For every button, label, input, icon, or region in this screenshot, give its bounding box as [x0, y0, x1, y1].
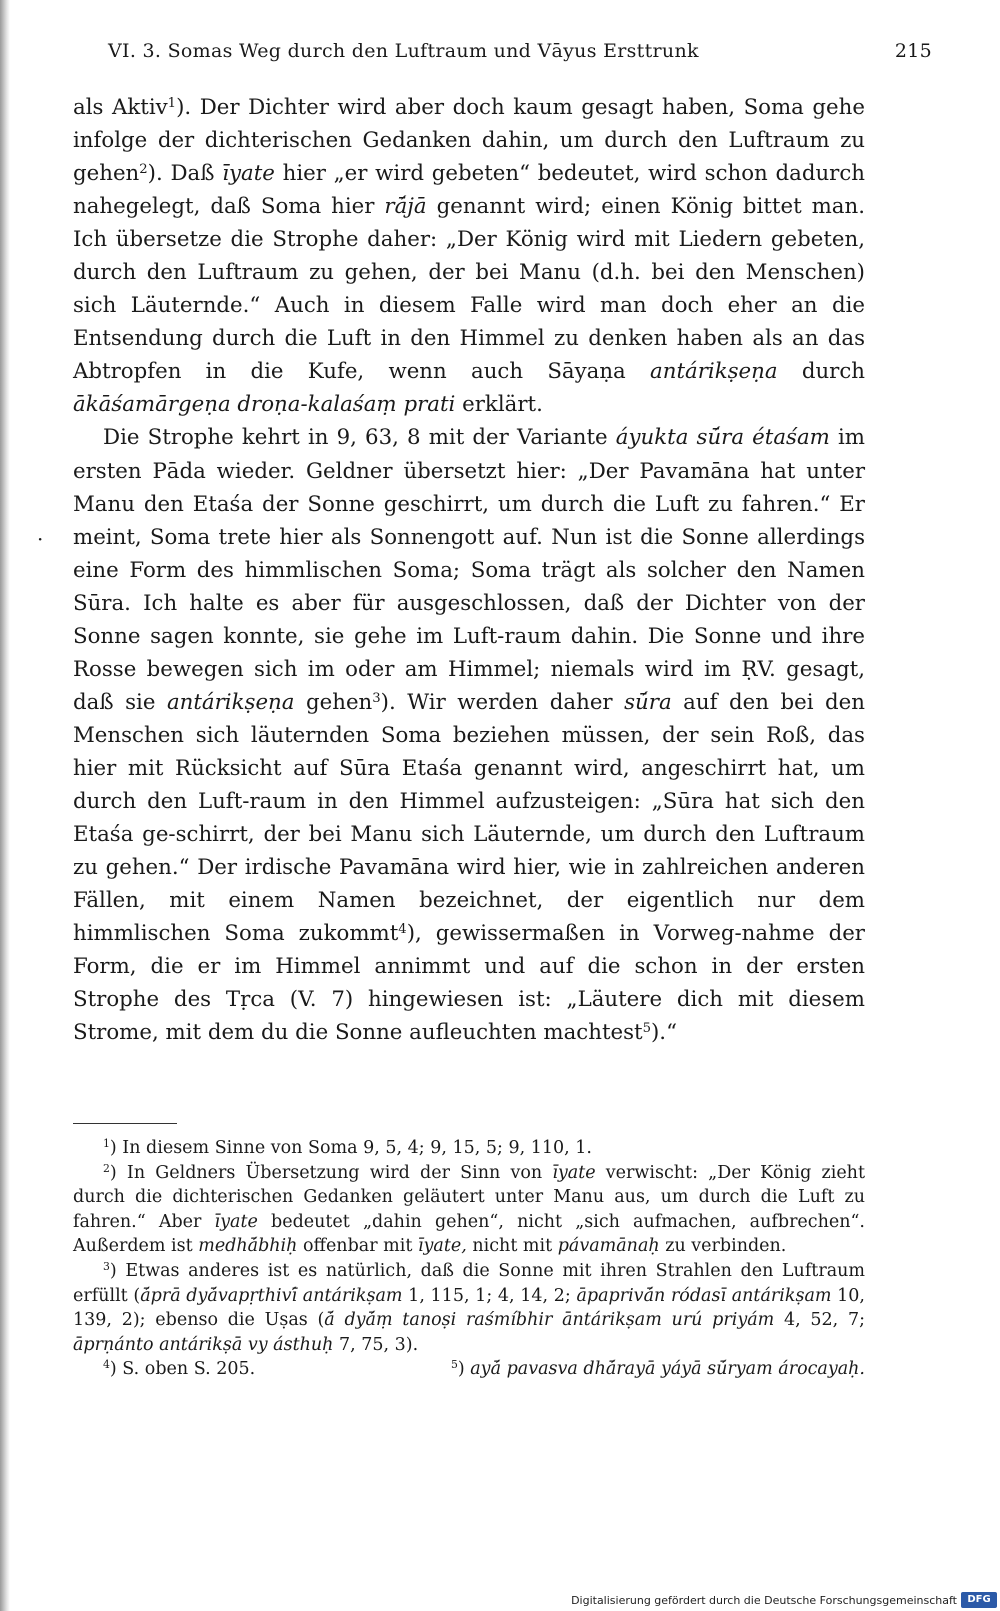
footnote-ref-4: 4 [398, 921, 407, 937]
footnote-3: $^3$) Etwas anderes ist es natürlich, daß die Sonne mit ihren Strahlen den Luftraum erfüllt (ā́prā dyā́vapṛthivī́ antárikṣam 1, 115, 1; 4, 14, 2; āpaprivā́n ródasī antárikṣam 10, 139, 2); ebenso die Uṣas (ā́ dyā́ṃ tanoṣi raśmíbhir āntárikṣam urú priyám 4, 52, 7; āprṇánto antárikṣā vy ásthuḥ 7, 75, 3). [73, 1260, 866, 1355]
digitization-credit-bar [571, 1589, 1000, 1611]
footnote-5: $^5$) ayā́ pavasva dhā́rayā yáyā sū́ryam árocayaḥ. [450, 1358, 865, 1380]
running-title: VI. 3. Somas Weg durch den Luftraum und Vāyus Ersttrunk [108, 40, 699, 62]
footnotes-4-5 [73, 1357, 865, 1382]
footnotes [73, 1136, 865, 1382]
paragraph-2: Die Strophe kehrt in 9, 63, 8 mit der Variante áyukta sū́ra étaśam im ersten Pāda wieder. Geldner übersetzt hier: „Der Pavamāna hat unter Manu den Etaśa der Sonne geschirrt, um durch die Luft zu fahren.“ Er meint, Soma trete hier als Sonnengott auf. Nun ist die Sonne allerdings eine Form des himmlischen Soma; Soma trägt als solcher den Namen Sūra. Ich halte es aber für ausgeschlossen, daß der Dichter von der Sonne sagen konnte, sie gehe im Luft-raum dahin. Die Sonne und ihre Rosse bewegen sich im oder am Himmel; niemals wird im ṚV. gesagt, daß sie antárikṣeṇa gehen$^3$). Wir werden daher sū́ra auf den bei den Menschen sich läuternden Soma beziehen müssen, der sein Roß, das hier mit Rücksicht auf Sūra Etaśa genannt wird, angeschirrt hat, um durch den Luft-raum in den Himmel aufzusteigen: „Sūra hat sich den Etaśa ge-schirrt, der bei Manu sich Läuternde, um durch den Luftraum zu gehen.“ Der irdische Pavamāna wird hier, wie in zahlreichen anderen Fällen, mit einem Namen bezeichnet, der eigentlich nur dem himmlischen Soma zukommt$^4$), gewissermaßen in Vorweg-nahme der Form, die er im Himmel annimmt und auf die schon in der ersten Strophe des Tṛca (V. 7) hingewiesen ist: „Läutere dich mit diesem Strome, mit dem du die Sonne aufleuchten machtest$^5$).“ [73, 425, 865, 1046]
footnote-4: $^4$) S. oben S. 205. [103, 1358, 256, 1380]
page-number: 215 [894, 40, 932, 62]
footnote-2: $^2$) In Geldners Übersetzung wird der Sinn von īyate verwischt: „Der König zieht durch die dichterischen Gedanken geläutert unter Manu aus, um durch die Luft zu fahren.“ Aber īyate bedeutet „dahin gehen“, nicht „sich aufmachen, aufbrechen“. Außerdem ist medhā́bhiḥ offenbar mit īyate, nicht mit pávamānaḥ zu verbinden. [73, 1161, 865, 1257]
margin-dot: · [37, 527, 44, 551]
running-header [72, 40, 932, 70]
footnote-ref-1: 1 [167, 95, 177, 111]
main-text [73, 91, 865, 1049]
footnote-ref-5: 5 [642, 1021, 651, 1037]
footnote-ref-2: 2 [139, 161, 148, 177]
dfg-logo-icon: DFG [961, 1592, 997, 1608]
paragraph-1: als Aktiv$^1$). Der Dichter wird aber doch kaum gesagt haben, Soma gehe infolge der dichterischen Gedanken dahin, um durch den Luftraum zu gehen$^2$). Daß īyate hier „er wird gebeten“ bedeutet, wird schon dadurch nahegelegt, daß Soma hier rā́jā genannt wird; einen König bittet man. Ich übersetze die Strophe daher: „Der König wird mit Liedern gebeten, durch den Luftraum zu gehen, der bei Manu (d.h. bei den Menschen) sich Läuternde.“ Auch in diesem Falle wird man doch eher an die Entsendung durch die Luft in den Himmel zu denken haben als an das Abtropfen in die Kufe, wenn auch Sāyaṇa antárikṣeṇa durch ākāśamārgeṇa droṇa-kalaśaṃ prati erklärt. [73, 95, 865, 418]
page-edge-shadow [0, 0, 10, 1611]
footnote-1: $^1$) In diesem Sinne von Soma 9, 5, 4; 9, 15, 5; 9, 110, 1. [103, 1137, 592, 1158]
footnote-separator [73, 1123, 177, 1124]
footnote-ref-3: 3 [372, 690, 381, 706]
digitization-credit: Digitalisierung gefördert durch die Deutsche Forschungsgemeinschaft [571, 1593, 957, 1607]
